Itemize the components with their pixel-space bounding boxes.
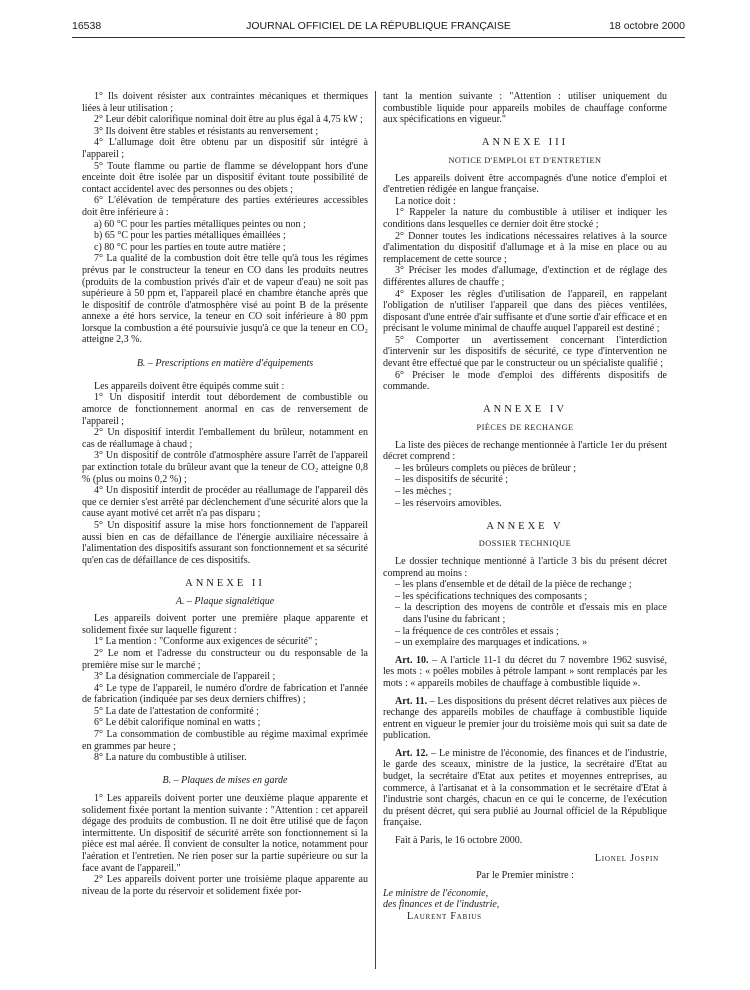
left-column <box>82 91 368 981</box>
list-item: – un exemplaire des marquages et indications. » <box>395 637 588 649</box>
paragraph: 3° La désignation commerciale de l'appareil ; <box>94 671 276 683</box>
list-item: – la fréquence de ces contrôles et essais ; <box>395 625 559 637</box>
paragraph: 3° Un dispositif de contrôle d'atmosphère assure l'arrêt de l'appareil par extinction totale du brûleur avant que la teneur de CO₂ atteigne 0,8 % (plus ou moins 0,2 %) ; <box>82 450 368 485</box>
paragraph: 6° L'élévation de température des parties extérieures accessibles doit être inférieure à : <box>82 195 368 218</box>
paragraph: 5° Comporter un avertissement concernant l'interdiction d'intervenir sur les dispositifs de sécurité, ce type d'intervention ne devant être effectué que par le constructeur ou un spécialiste qualifié ; <box>383 334 667 370</box>
paragraph: 6° Préciser le mode d'emploi des différents dispositifs de commande. <box>383 369 667 393</box>
paragraph: La notice doit : <box>395 195 456 207</box>
paragraph: 2° Le nom et l'adresse du constructeur ou du responsable de la première mise sur le marché ; <box>82 647 368 671</box>
section-heading: A. – Plaque signalétique <box>175 595 275 607</box>
minister-title: Le ministre de l'économie, <box>383 887 489 899</box>
page-number: 16538 <box>72 20 102 32</box>
article-label: Art. 10. <box>395 654 429 666</box>
paragraph: a) 60 °C pour les parties métalliques peintes ou non ; <box>94 218 306 230</box>
paragraph: 4° Un dispositif interdit de procéder au réallumage de l'appareil dès que ce dernier s'est arrêté par déclenchement d'une sécurité alors que la cause ayant motivé cet arrêt n'a pas disparu ; <box>82 485 368 520</box>
paragraph: 1° Ils doivent résister aux contraintes mécaniques et thermiques liées à leur utilisation ; <box>82 91 368 114</box>
annex-subtitle: NOTICE D'EMPLOI ET D'ENTRETIEN <box>448 155 602 165</box>
article-text: – Les dispositions du présent décret relatives aux pièces de rechange des appareils mobiles de chauffage à combustible liquide entrent en vigueur le premier jour du troisième mois qui suit sa date de publication. <box>383 695 667 742</box>
signature-name: Lionel Jospin <box>594 852 659 864</box>
right-column <box>383 91 667 981</box>
paragraph: b) 65 °C pour les parties métalliques émaillées ; <box>94 230 286 242</box>
paragraph: 5° La date de l'attestation de conformité ; <box>94 705 259 717</box>
page-header <box>72 20 685 36</box>
paragraph: c) 80 °C pour les parties en toute autre matière ; <box>94 241 286 253</box>
paragraph: 1° La mention : "Conforme aux exigences de sécurité" ; <box>94 636 318 648</box>
annex-heading: ANNEXE III <box>481 137 569 149</box>
paragraph: La liste des pièces de rechange mentionnée à l'article 1er du présent décret comprend : <box>383 439 667 463</box>
paragraph: 2° Leur débit calorifique nominal doit être au plus égal à 4,75 kW ; <box>94 114 363 126</box>
paragraph: 5° Un dispositif assure la mise hors fonctionnement de l'appareil aussi bien en cas de défaillance de l'énergie auxiliaire nécessaire à l'alimentation des dispositifs assurant son fonctionnement et sa sécurité qu'en cas de défaillance de ces dispositifs. <box>82 519 368 566</box>
paragraph: 4° Le type de l'appareil, le numéro d'ordre de fabrication et l'année de fabrication (indiquée par ses deux derniers chiffres) ; <box>82 682 368 706</box>
paragraph: 3° Préciser les modes d'allumage, d'extinction et de réglage des différentes allures de chauffe ; <box>383 265 667 288</box>
header-rule <box>72 37 685 38</box>
list-item: – les brûleurs complets ou pièces de brûleur ; <box>395 462 577 474</box>
paragraph: 2° Donner toutes les indications nécessaires relatives à la source d'alimentation du dispositif d'allumage et à la mise en place ou au remplacement de cette source ; <box>383 230 667 265</box>
paragraph: 1° Un dispositif interdit tout débordement de combustible ou amorce de fonctionnement anormal en cas de renversement de l'appareil ; <box>82 392 368 427</box>
paragraph: Les appareils doivent porter une première plaque apparente et solidement fixée sur laquelle figurent : <box>82 613 368 636</box>
paragraph: 8° La nature du combustible à utiliser. <box>94 752 247 764</box>
paragraph: 3° Ils doivent être stables et résistants au renversement ; <box>94 125 319 137</box>
annex-heading: ANNEXE II <box>185 577 265 589</box>
paragraph: 5° Toute flamme ou partie de flamme se développant hors d'une enceinte doit être isolée par un dispositif évitant toute possibilité de contact accidentel avec des personnes ou des objets ; <box>82 160 368 195</box>
article-paragraph <box>383 748 667 829</box>
annex-subtitle: PIÈCES DE RECHANGE <box>476 423 574 433</box>
article-text: – Le ministre de l'économie, des finances et de l'industrie, le garde des sceaux, ministre de la justice, la secrétaire d'Etat au budget, la secrétaire d'Etat aux petites et moyennes entreprises, au commerce, à l'artisanat et à la consommation et le secrétaire d'Etat à l'industrie sont chargés, chacun en ce qui le concerne, de l'exécution du présent décret, qui sera publié au Journal officiel de la République française. <box>383 747 667 829</box>
section-heading: B. – Prescriptions en matière d'équipements <box>136 357 314 369</box>
signature-name: Laurent Fabius <box>407 911 482 922</box>
paragraph: 1° Rappeler la nature du combustible à utiliser et indiquer les conditions dans lesquelles ce dernier doit être stocké ; <box>383 207 667 230</box>
paragraph: 6° Le débit calorifique nominal en watts ; <box>94 717 261 729</box>
paragraph: Le dossier technique mentionné à l'article 3 bis du présent décret comprend au moins : <box>383 555 667 579</box>
paragraph: 1° Les appareils doivent porter une deuxième plaque apparente et solidement fixée portant la mention suivante : "Attention : cet appareil dégage des produits de combustion. Il ne doit être utilisé que de façon intermittente. Un dispositif de sécurité arrête son fonctionnement si la pièce est mal aérée. Il convient de consulter la notice, notamment pour l'aération et l'entretien. Ne rien poser sur la partie supérieure ou sur la face avant de l'appareil." <box>82 793 368 874</box>
paragraph: 2° Un dispositif interdit l'emballement du brûleur, notamment en cas de réallumage à chaud ; <box>82 427 368 450</box>
paragraph: 7° La consommation de combustible au régime maximal exprimée en grammes par heure ; <box>82 729 368 752</box>
paragraph: tant la mention suivante : "Attention : utiliser uniquement du combustible liquide pour appareils mobiles de chauffage conforme aux spécifications en vigueur." <box>383 91 667 126</box>
list-item: – les spécifications techniques des composants ; <box>395 590 588 602</box>
minister-title: des finances et de l'industrie, <box>383 899 500 911</box>
issue-date: 18 octobre 2000 <box>609 20 685 32</box>
paragraph: 7° La qualité de la combustion doit être telle qu'à tous les régimes prévus par le constructeur la teneur en CO dans les produits neutres (produits de la combustion privés d'air et de vapeur d'eau) ne soit pas supérieure à 50 ppm et, l'appareil placé en chambre étanche après que le dispositif de contrôle d'atmosphère visé au point B de la présente annexe a été hors service, la teneur en CO soit inférieure à 80 ppm lorsque la combustion a été poursuivie jusqu'à ce que la teneur en CO₂ atteigne 2,3 %. <box>82 253 368 346</box>
paragraph: Fait à Paris, le 16 octobre 2000. <box>395 835 523 847</box>
article-paragraph <box>383 696 667 742</box>
section-heading: B. – Plaques de mises en garde <box>162 775 288 787</box>
list-item: – les dispositifs de sécurité ; <box>395 474 509 486</box>
list-item: – les plans d'ensemble et de détail de la pièce de rechange ; <box>395 579 632 591</box>
paragraph: 4° L'allumage doit être obtenu par un dispositif sûr intégré à l'appareil ; <box>82 137 368 160</box>
signature-intro: Par le Premier ministre : <box>476 870 574 882</box>
list-item: – les réservoirs amovibles. <box>395 497 502 509</box>
list-item: – les mèches ; <box>395 486 452 497</box>
annex-heading: ANNEXE V <box>486 520 564 532</box>
annex-subtitle: DOSSIER TECHNIQUE <box>478 539 572 549</box>
column-divider <box>375 91 376 969</box>
list-item: – la description des moyens de contrôle et d'essais mis en place dans l'usine du fabricant ; <box>395 602 667 625</box>
article-label: Art. 11. <box>395 695 428 707</box>
paragraph: Les appareils doivent être équipés comme suit : <box>94 380 285 392</box>
annex-heading: ANNEXE IV <box>483 404 567 416</box>
paragraph: 4° Exposer les règles d'utilisation de l'appareil, en rappelant l'obligation de n'utiliser l'appareil que dans des pièces ventilées, disposant d'une entrée d'air suffisante et d'une sortie d'air efficace et en précisant le volume minimal de chauffe auquel l'appareil est destiné ; <box>383 288 667 335</box>
paragraph: Les appareils doivent être accompagnés d'une notice d'emploi et d'entretien rédigée en langue française. <box>383 172 667 196</box>
journal-title: JOURNAL OFFICIEL DE LA RÉPUBLIQUE FRANÇAISE <box>246 20 511 32</box>
article-text: – A l'article 11-1 du décret du 7 novembre 1962 susvisé, les mots : « poêles mobiles à pétrole lampant » sont remplacés par les mots : « appareils mobiles de chauffage à combustible liquide ». <box>383 654 667 689</box>
paragraph: 2° Les appareils doivent porter une troisième plaque apparente au niveau de la porte du réservoir et solidement fixée por- <box>82 874 368 897</box>
article-paragraph <box>383 655 667 690</box>
article-label: Art. 12. <box>395 747 428 759</box>
